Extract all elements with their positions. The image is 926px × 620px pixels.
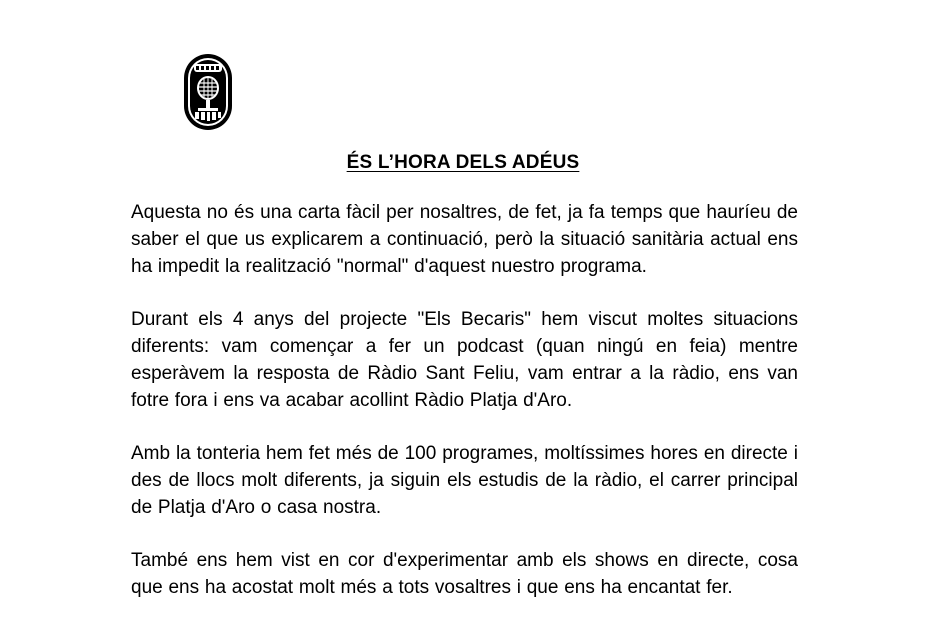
paragraph-history: Durant els 4 anys del projecte "Els Becaris" hem viscut moltes situacions diferents: vam començar a fer un podcast (quan ningú en feia) mentre esperàvem la resposta de Ràdio Sant Feliu, vam entrar a la ràdio, ens van fotre fora i ens va acabar acollint Ràdio Platja d'Aro. bbox=[131, 309, 798, 411]
document-title: ÉS L’HORA DELS ADÉUS bbox=[346, 152, 580, 173]
paragraph-live-shows: També ens hem vist en cor d'experimentar amb els shows en directe, cosa que ens ha acostat molt més a tots vosaltres i que ens ha encantat fer. bbox=[131, 550, 798, 598]
microphone-logo-icon bbox=[181, 52, 235, 132]
paragraph-achievements: Amb la tonteria hem fet més de 100 programes, moltíssimes hores en directe i des de llocs molt diferents, ja siguin els estudis de la ràdio, el carrer principal de Platja d'Aro o casa nostra. bbox=[131, 443, 798, 518]
letter-body bbox=[131, 199, 798, 601]
paragraph-intro: Aquesta no és una carta fàcil per nosaltres, de fet, ja fa temps que hauríeu de saber el que us explicarem a continuació, però la situació sanitària actual ens ha impedit la realització "normal" d'aquest nuestro programa. bbox=[131, 202, 798, 277]
